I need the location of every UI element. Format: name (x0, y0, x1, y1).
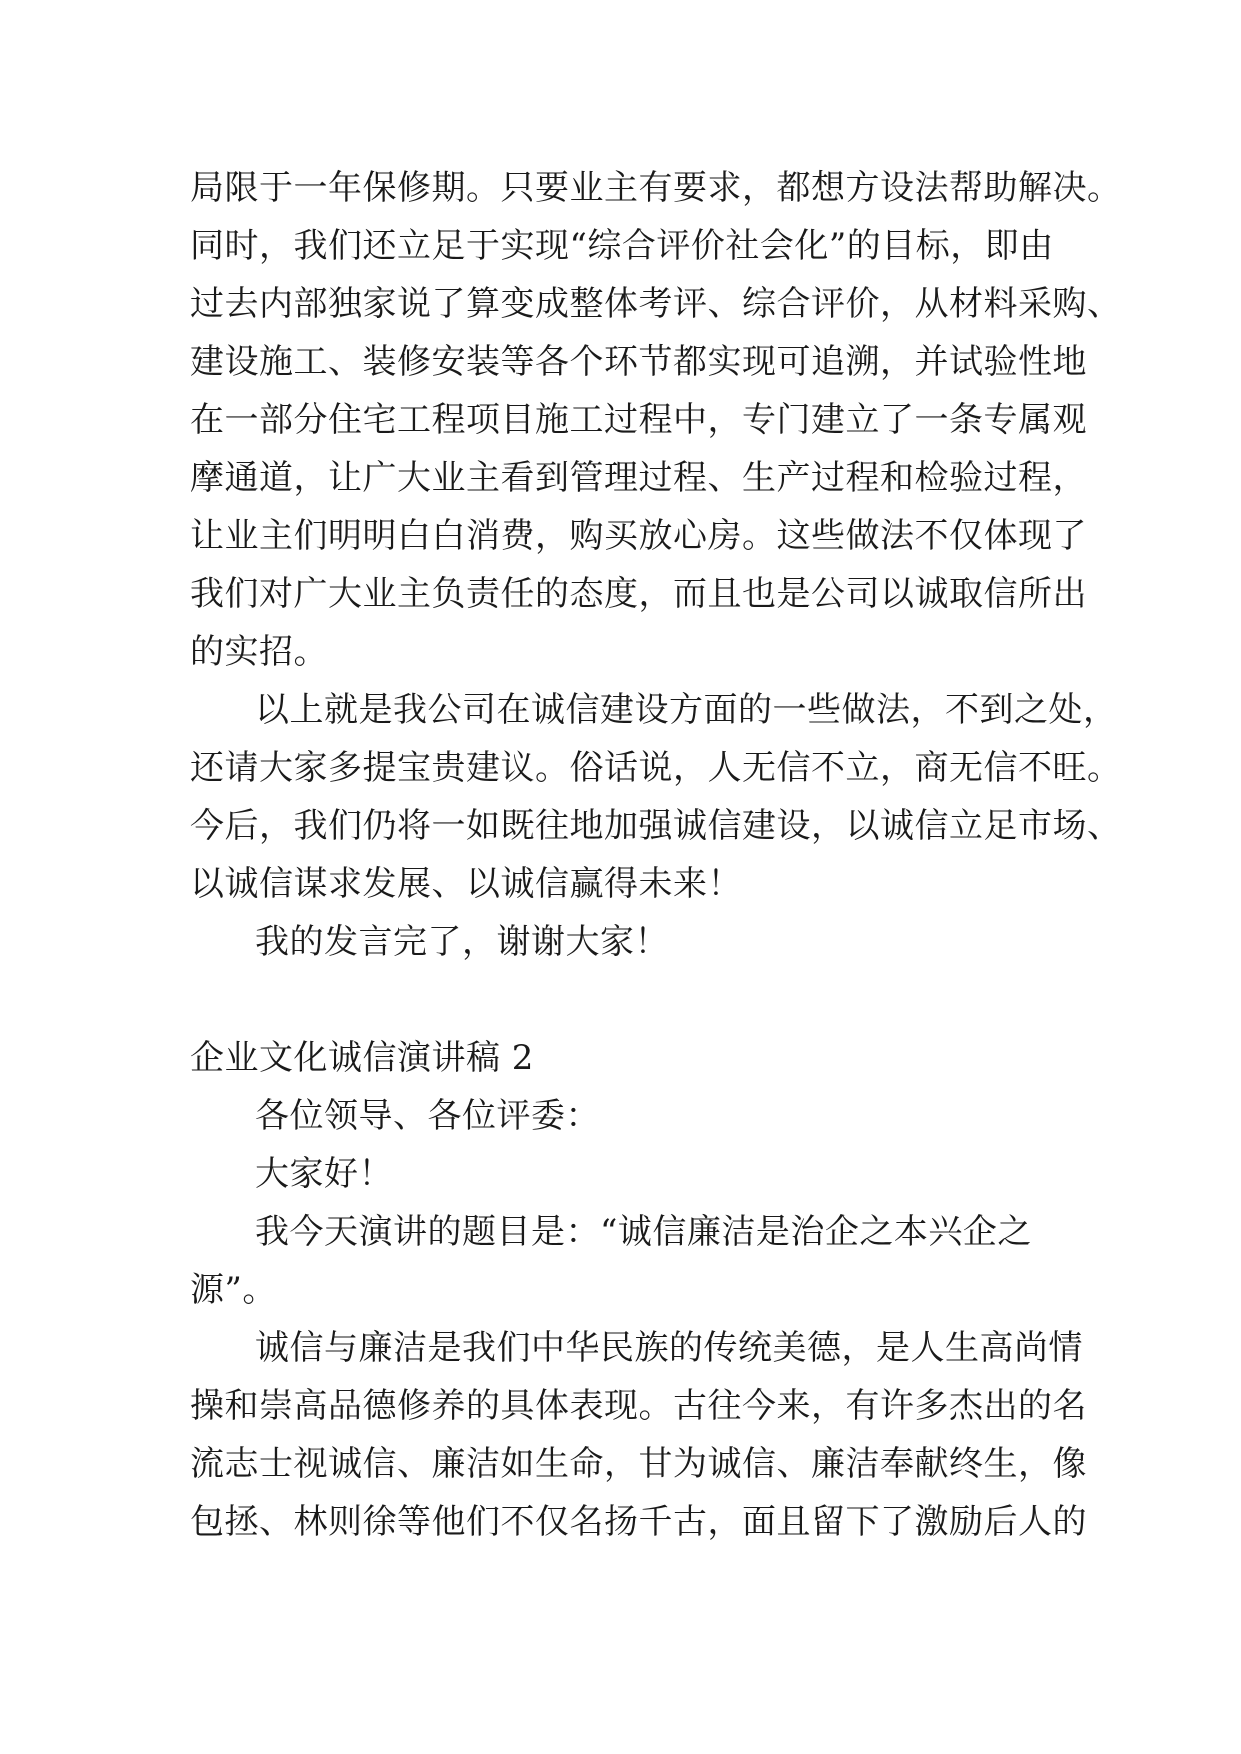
paragraph-line: 我的发言完了，谢谢大家！ (255, 922, 669, 962)
paragraph-line: 操和崇高品德修养的具体表现。古往今来，有许多杰出的名 (190, 1386, 1087, 1426)
paragraph-line: 流志士视诚信、廉洁如生命，甘为诚信、廉洁奉献终生，像 (190, 1444, 1087, 1484)
paragraph-line: 以诚信谋求发展、以诚信赢得未来！ (190, 864, 742, 904)
document-body (190, 159, 1122, 1551)
paragraph-line: 我们对广大业主负责任的态度，而且也是公司以诚取信所出 (190, 574, 1087, 614)
paragraph-line: 今后，我们仍将一如既往地加强诚信建设，以诚信立足市场、 (190, 806, 1122, 846)
paragraph-line: 各位领导、各位评委： (255, 1096, 600, 1136)
paragraph-line: 同时，我们还立足于实现“综合评价社会化”的目标，即由 (190, 226, 1054, 266)
paragraph-line: 在一部分住宅工程项目施工过程中，专门建立了一条专属观 (190, 400, 1087, 440)
paragraph-line: 包拯、林则徐等他们不仅名扬千古，面且留下了激励后人的 (190, 1502, 1087, 1542)
paragraph-line: 让业主们明明白白消费，购买放心房。这些做法不仅体现了 (190, 516, 1087, 556)
paragraph-line: 大家好！ (255, 1154, 393, 1194)
section-title: 企业文化诚信演讲稿 2 (190, 1038, 534, 1078)
paragraph-line: 建设施工、装修安装等各个环节都实现可追溯，并试验性地 (190, 342, 1087, 382)
paragraph-line: 诚信与廉洁是我们中华民族的传统美德，是人生高尚情 (255, 1328, 1083, 1368)
paragraph-line: 局限于一年保修期。只要业主有要求，都想方设法帮助解决。 (190, 168, 1122, 208)
paragraph-line: 过去内部独家说了算变成整体考评、综合评价，从材料采购、 (190, 284, 1122, 324)
paragraph-line: 以上就是我公司在诚信建设方面的一些做法，不到之处， (255, 690, 1118, 730)
paragraph-line: 源”。 (190, 1270, 277, 1310)
paragraph-line: 我今天演讲的题目是：“诚信廉洁是治企之本兴企之 (255, 1212, 1032, 1252)
paragraph-line: 还请大家多提宝贵建议。俗话说，人无信不立，商无信不旺。 (190, 748, 1122, 788)
section-spacer (190, 971, 1060, 1029)
paragraph-line: 摩通道，让广大业主看到管理过程、生产过程和检验过程， (190, 458, 1087, 498)
paragraph-line: 的实招。 (190, 632, 328, 672)
